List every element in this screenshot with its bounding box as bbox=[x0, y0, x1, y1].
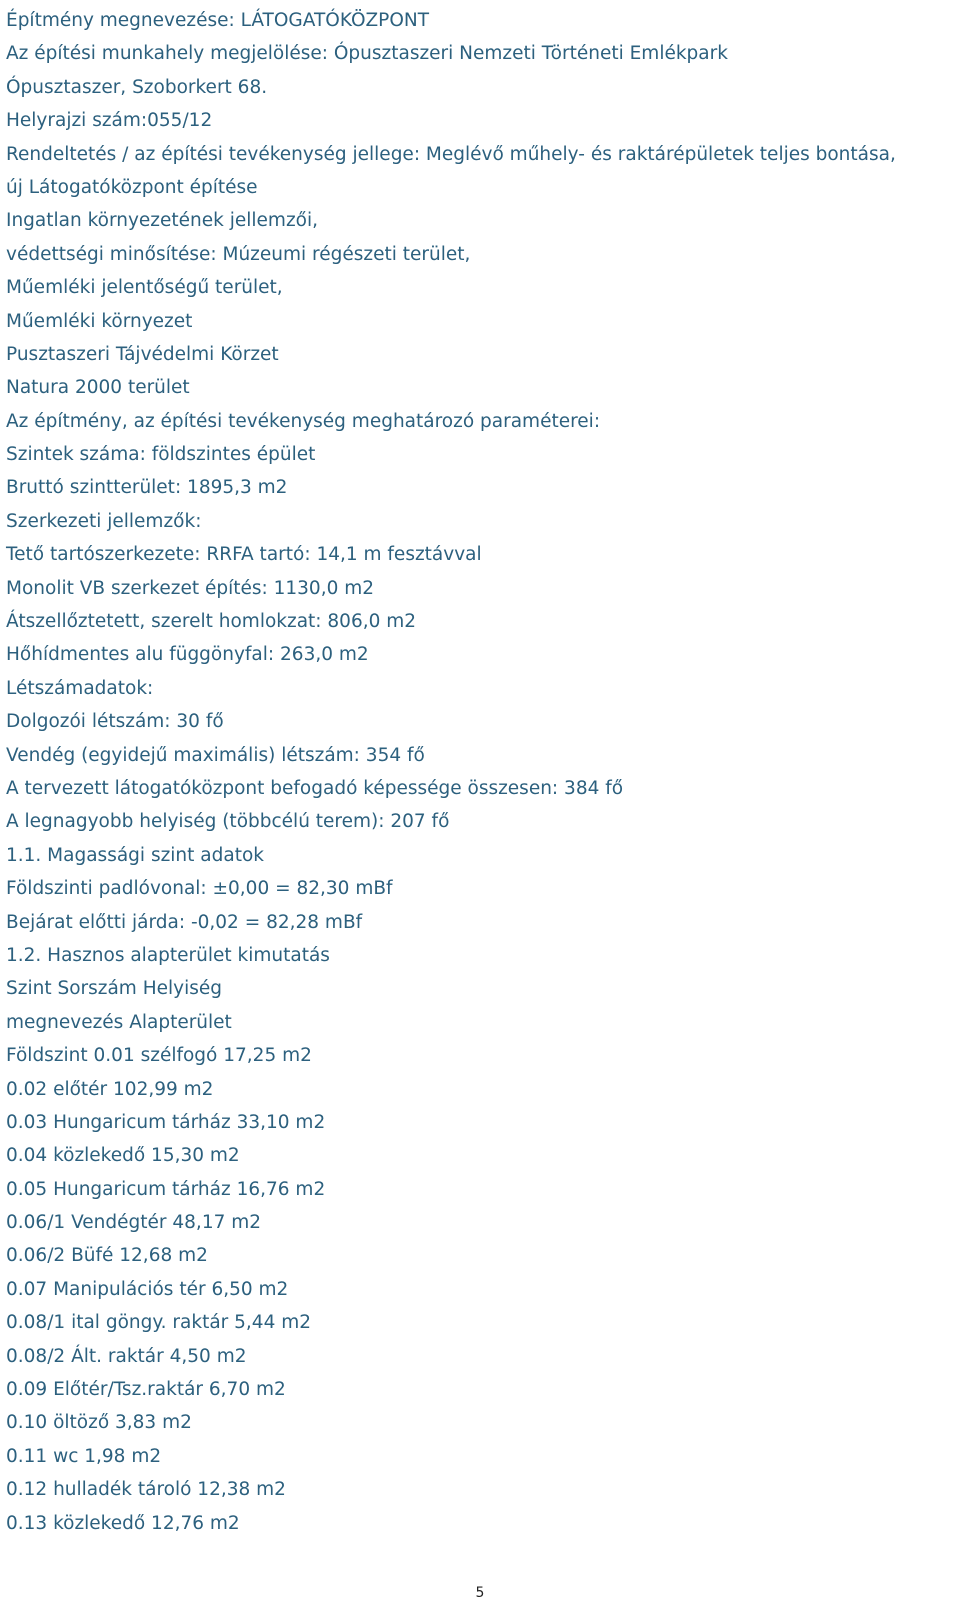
room-entry: 0.08/1 ital göngy. raktár 5,44 m2 bbox=[6, 1312, 312, 1334]
room-entry: 0.07 Manipulációs tér 6,50 m2 bbox=[6, 1278, 289, 1300]
roof-structure-line: Tető tartószerkezete: RRFA tartó: 14,1 m fesztávval bbox=[6, 544, 482, 566]
room-entry: 0.02 előtér 102,99 m2 bbox=[6, 1078, 214, 1100]
section-1-2-heading: 1.2. Hasznos alapterület kimutatás bbox=[6, 944, 330, 966]
room-entry: 0.04 közlekedő 15,30 m2 bbox=[6, 1145, 240, 1167]
structural-heading-line: Szerkezeti jellemzők: bbox=[6, 510, 202, 532]
room-entry: 0.05 Hungaricum tárház 16,76 m2 bbox=[6, 1178, 326, 1200]
page-number: 5 bbox=[475, 1585, 485, 1601]
natura-2000-line: Natura 2000 terület bbox=[6, 377, 190, 399]
monolithic-structure-line: Monolit VB szerkezet építés: 1130,0 m2 bbox=[6, 577, 375, 599]
section-1-1-heading: 1.1. Magassági szint adatok bbox=[6, 844, 264, 866]
work-site-line: Az építési munkahely megjelölése: Ópusztaszeri Nemzeti Történeti Emlékpark bbox=[6, 43, 728, 65]
room-entry: 0.03 Hungaricum tárház 33,10 m2 bbox=[6, 1111, 326, 1133]
purpose-line: Rendeltetés / az építési tevékenység jellege: Meglévő műhely- és raktárépületek teljes bontása, bbox=[6, 143, 896, 165]
headcount-heading-line: Létszámadatok: bbox=[6, 677, 154, 699]
room-entry: 0.06/2 Büfé 12,68 m2 bbox=[6, 1245, 208, 1267]
environment-heading-line: Ingatlan környezetének jellemzői, bbox=[6, 210, 318, 232]
largest-room-line: A legnagyobb helyiség (többcélú terem): 207 fő bbox=[6, 811, 450, 833]
entrance-walkway-line: Bejárat előtti járda: -0,02 = 82,28 mBf bbox=[6, 911, 363, 933]
parcel-number-line: Helyrajzi szám:055/12 bbox=[6, 110, 213, 132]
address-line: Ópusztaszer, Szoborkert 68. bbox=[6, 76, 268, 98]
room-table-header-continuation: megnevezés Alapterület bbox=[6, 1011, 232, 1033]
levels-line: Szintek száma: földszintes épület bbox=[6, 444, 316, 466]
document-text-body bbox=[6, 4, 951, 1540]
total-capacity-line: A tervezett látogatóközpont befogadó képessége összesen: 384 fő bbox=[6, 777, 624, 799]
room-entry: 0.06/1 Vendégtér 48,17 m2 bbox=[6, 1212, 262, 1234]
staff-count-line: Dolgozói létszám: 30 fő bbox=[6, 711, 224, 733]
room-entry: 0.09 Előtér/Tsz.raktár 6,70 m2 bbox=[6, 1379, 286, 1401]
purpose-continuation-line: új Látogatóközpont építése bbox=[6, 176, 258, 198]
room-entry: 0.08/2 Ált. raktár 4,50 m2 bbox=[6, 1345, 247, 1367]
ventilated-facade-line: Átszellőztetett, szerelt homlokzat: 806,0 m2 bbox=[6, 611, 417, 633]
monument-environment-line: Műemléki környezet bbox=[6, 310, 193, 332]
floor-level-line: Földszinti padlóvonal: ±0,00 = 82,30 mBf bbox=[6, 878, 393, 900]
parameters-heading-line: Az építmény, az építési tevékenység meghatározó paraméterei: bbox=[6, 410, 601, 432]
monument-area-line: Műemléki jelentőségű terület, bbox=[6, 277, 283, 299]
curtain-wall-line: Hőhídmentes alu függönyfal: 263,0 m2 bbox=[6, 644, 369, 666]
room-entry: Földszint 0.01 szélfogó 17,25 m2 bbox=[6, 1045, 312, 1067]
protection-status-line: védettségi minősítése: Múzeumi régészeti terület, bbox=[6, 243, 471, 265]
room-table-header-line: Szint Sorszám Helyiség bbox=[6, 978, 222, 1000]
building-name-line: Építmény megnevezése: LÁTOGATÓKÖZPONT bbox=[6, 10, 430, 31]
room-entry: 0.12 hulladék tároló 12,38 m2 bbox=[6, 1479, 286, 1501]
gross-floor-area-line: Bruttó szintterület: 1895,3 m2 bbox=[6, 477, 288, 499]
room-entry: 0.11 wc 1,98 m2 bbox=[6, 1445, 162, 1467]
room-entry: 0.13 közlekedő 12,76 m2 bbox=[6, 1512, 240, 1534]
guest-count-line: Vendég (egyidejű maximális) létszám: 354 fő bbox=[6, 744, 425, 766]
room-entry: 0.10 öltöző 3,83 m2 bbox=[6, 1412, 192, 1434]
landscape-protection-line: Pusztaszeri Tájvédelmi Körzet bbox=[6, 343, 279, 365]
